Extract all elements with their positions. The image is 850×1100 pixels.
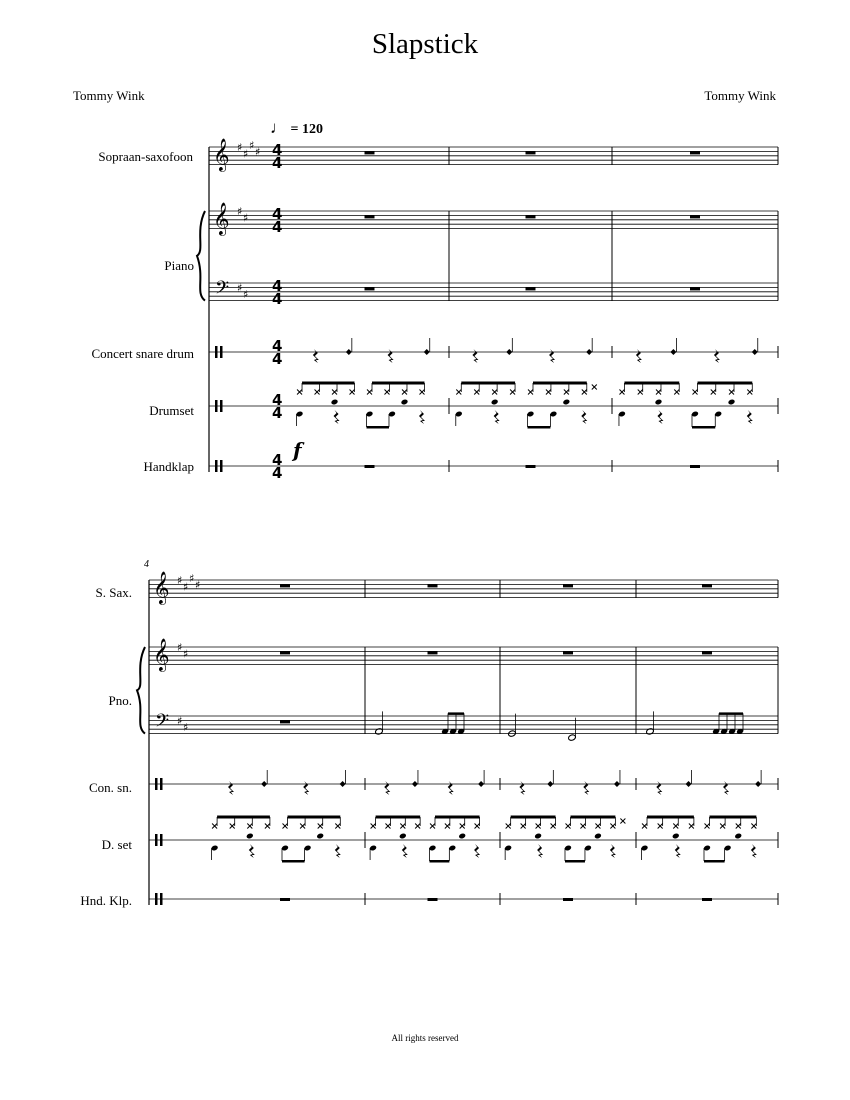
whole-rest (280, 898, 290, 901)
beam (302, 382, 354, 385)
whole-rest (280, 584, 290, 587)
snare-note-head (752, 349, 758, 355)
quarter-rest (657, 410, 663, 424)
instrument-short-piano: Pno. (108, 693, 132, 708)
bass-clef: 𝄢 (155, 711, 170, 736)
whole-rest (702, 584, 712, 587)
snare-note-head (506, 349, 512, 355)
snare-note-head (686, 781, 692, 787)
sharp-sign: ♯ (237, 141, 243, 154)
beam (719, 712, 743, 715)
percussion-clef (215, 346, 218, 358)
whole-rest (428, 651, 438, 654)
whole-rest (563, 584, 573, 587)
snare-note-head (346, 349, 352, 355)
snare-note-head (412, 781, 418, 787)
whole-rest (280, 651, 290, 654)
instrument-name-drumset: Drumset (149, 403, 194, 418)
snare-note-head (424, 349, 430, 355)
instrument-short-sax: S. Sax. (95, 585, 132, 600)
beam (571, 816, 616, 819)
whole-rest (428, 584, 438, 587)
snare-note-head (261, 781, 267, 787)
quarter-rest (388, 349, 394, 363)
beam (461, 382, 515, 385)
beam (367, 426, 389, 429)
time-signature-bottom: 4 (272, 153, 283, 172)
note-head (458, 833, 466, 840)
sharp-sign: ♯ (189, 571, 195, 585)
treble-clef: 𝄞 (153, 638, 170, 671)
snare-note-head (547, 781, 553, 787)
instrument-name-handclap: Handklap (143, 459, 194, 474)
quarter-rest (519, 781, 525, 795)
quarter-rest (334, 410, 340, 424)
treble-clef: 𝄞 (213, 202, 230, 235)
beam (511, 816, 556, 819)
instrument-short-drumset: D. set (101, 837, 132, 852)
percussion-clef (215, 400, 218, 412)
beam (217, 816, 270, 819)
quarter-rest (581, 410, 587, 424)
quarter-rest (335, 844, 341, 858)
whole-rest (428, 898, 438, 901)
treble-clef: 𝄞 (153, 571, 170, 604)
time-signature-bottom: 4 (272, 289, 283, 308)
whole-rest (690, 215, 700, 218)
sharp-sign: ♯ (177, 714, 183, 728)
whole-rest (563, 651, 573, 654)
instrument-name-snare: Concert snare drum (91, 346, 194, 361)
quarter-rest (583, 781, 589, 795)
snare-note-head (755, 781, 761, 787)
whole-rest (526, 151, 536, 154)
beam (528, 426, 551, 429)
instrument-name-piano: Piano (164, 258, 194, 273)
percussion-clef (215, 460, 218, 472)
beam (692, 426, 715, 429)
time-signature-top: 4 (272, 140, 283, 159)
quarter-rest (402, 844, 408, 858)
dynamic-forte: f (293, 438, 302, 462)
piano-brace (137, 647, 145, 734)
time-signature-bottom: 4 (272, 350, 283, 368)
quarter-rest (419, 410, 425, 424)
quarter-rest (537, 844, 543, 858)
time-signature-bottom: 4 (272, 464, 283, 482)
whole-rest (365, 465, 375, 468)
percussion-clef (160, 834, 163, 846)
beam (372, 382, 424, 385)
whole-rest (690, 287, 700, 290)
percussion-clef (220, 400, 223, 412)
quarter-rest (723, 781, 729, 795)
percussion-clef (220, 346, 223, 358)
note-head (316, 833, 324, 840)
copyright-footer: All rights reserved (391, 1033, 459, 1043)
percussion-clef (160, 778, 163, 790)
time-signature-top: 4 (272, 391, 283, 409)
quarter-rest (494, 410, 500, 424)
percussion-clef (155, 834, 158, 846)
note-head (672, 833, 680, 840)
sharp-sign: ♯ (243, 211, 249, 225)
whole-rest (690, 151, 700, 154)
instrument-short-handclap: Hnd. Klp. (80, 893, 132, 908)
percussion-clef (155, 893, 158, 905)
note-head (399, 833, 407, 840)
time-signature-top: 4 (272, 276, 283, 295)
quarter-rest (610, 844, 616, 858)
time-signature-top: 4 (272, 204, 283, 223)
beam (430, 860, 450, 863)
note-head (594, 833, 602, 840)
whole-rest (526, 215, 536, 218)
beam (565, 860, 585, 863)
whole-rest (690, 465, 700, 468)
beam (698, 382, 753, 385)
time-signature-bottom: 4 (272, 404, 283, 422)
quarter-rest (384, 781, 390, 795)
note-head (655, 399, 663, 406)
snare-note-head (670, 349, 676, 355)
sharp-sign: ♯ (183, 721, 189, 734)
percussion-clef (155, 778, 158, 790)
beam (376, 816, 421, 819)
note-head (246, 833, 254, 840)
quarter-rest (675, 844, 681, 858)
instrument-name-sax: Sopraan-saxofoon (98, 149, 193, 164)
quarter-rest (549, 349, 555, 363)
note-head (562, 399, 570, 406)
snare-note-head (614, 781, 620, 787)
beam (435, 816, 480, 819)
bass-clef: 𝄢 (215, 278, 230, 303)
beam (647, 816, 694, 819)
sharp-sign: ♯ (183, 580, 189, 594)
quarter-rest (448, 781, 454, 795)
whole-rest (365, 215, 375, 218)
quarter-rest (249, 844, 255, 858)
note-head (491, 399, 499, 406)
beam (533, 382, 587, 385)
quarter-rest (751, 844, 757, 858)
beam (448, 712, 464, 715)
whole-rest (365, 287, 375, 290)
whole-rest (563, 898, 573, 901)
sharp-sign: ♯ (195, 578, 201, 592)
whole-rest (365, 151, 375, 154)
note-head (534, 833, 542, 840)
beam (710, 816, 757, 819)
time-signature-top: 4 (272, 451, 283, 469)
sharp-sign: ♯ (237, 205, 243, 218)
note-head (734, 833, 742, 840)
quarter-rest (228, 781, 234, 795)
quarter-rest (313, 349, 319, 363)
sharp-sign: ♯ (183, 647, 189, 661)
note-head (331, 399, 339, 406)
whole-rest (526, 287, 536, 290)
quarter-rest (472, 349, 478, 363)
quarter-rest (636, 349, 642, 363)
quarter-rest (303, 781, 309, 795)
quarter-rest (714, 349, 720, 363)
whole-rest (526, 465, 536, 468)
whole-rest (702, 898, 712, 901)
half-note-head (568, 734, 577, 741)
note-head (401, 399, 409, 406)
sharp-sign: ♯ (243, 147, 249, 161)
score-title: Slapstick (371, 28, 479, 60)
beam (704, 860, 725, 863)
treble-clef: 𝄞 (213, 138, 230, 171)
beam (624, 382, 679, 385)
snare-note-head (586, 349, 592, 355)
tempo-text: = 120 (290, 122, 323, 137)
sharp-sign: ♯ (177, 641, 183, 654)
percussion-clef (160, 893, 163, 905)
quarter-rest (747, 410, 753, 424)
sharp-sign: ♯ (177, 574, 183, 587)
sharp-sign: ♯ (237, 281, 243, 295)
beam (288, 816, 341, 819)
percussion-clef (220, 460, 223, 472)
snare-note-head (340, 781, 346, 787)
time-signature-bottom: 4 (272, 217, 283, 236)
snare-note-head (478, 781, 484, 787)
sharp-sign: ♯ (243, 288, 249, 301)
instrument-short-snare: Con. sn. (89, 780, 132, 795)
time-signature-top: 4 (272, 337, 283, 355)
quarter-note-icon: ♩ (270, 118, 287, 137)
composer-right: Tommy Wink (704, 88, 776, 103)
whole-rest (280, 720, 290, 723)
sharp-sign: ♯ (255, 145, 261, 159)
note-head (728, 399, 736, 406)
measure-number: 4 (144, 559, 149, 570)
piano-brace (197, 211, 205, 301)
composer-left: Tommy Wink (73, 88, 145, 103)
quarter-rest (656, 781, 662, 795)
quarter-rest (474, 844, 480, 858)
sharp-sign: ♯ (249, 138, 255, 152)
whole-rest (702, 651, 712, 654)
beam (282, 860, 305, 863)
